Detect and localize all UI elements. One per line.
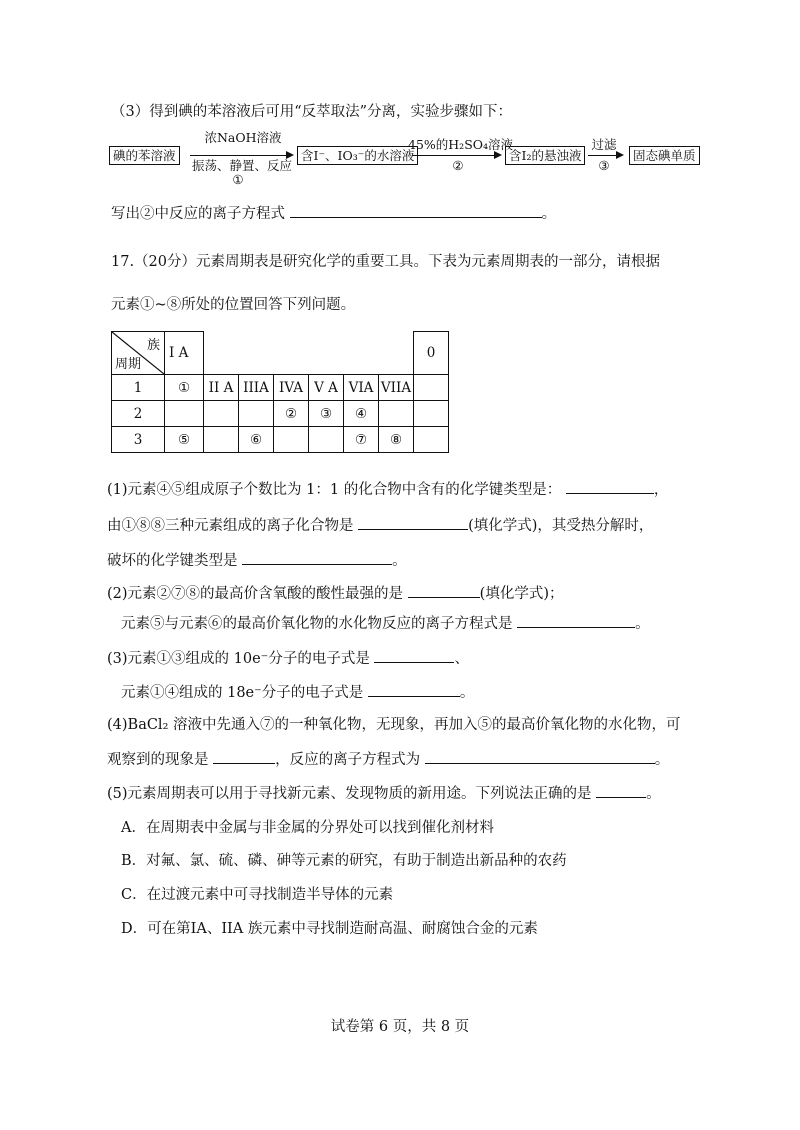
flow-arrow3-top-label: 过滤 — [591, 137, 617, 152]
table-cell: ④ — [344, 401, 379, 427]
q17-part1-line-a: (1)元素④⑤组成原子个数比为 1：1 的化合物中含有的化学键类型是： ， — [107, 479, 668, 500]
flow-arrow1-top-label: 浓NaOH溶液 — [204, 130, 282, 145]
q17-part1-line-b: 由①⑧⑧三种元素组成的离子化合物是 (填化学式)，其受热分解时， — [107, 515, 653, 536]
table-cell — [204, 427, 239, 453]
flow-step-1-number: ① — [232, 172, 244, 187]
flow-arrow1-bottom-label: 振荡、静置、反应 — [191, 158, 292, 173]
table-cell: 0 — [414, 332, 449, 375]
answer-blank[interactable] — [213, 749, 275, 764]
table-cell: VIA — [344, 375, 379, 401]
table-cell: VIIA — [379, 375, 414, 401]
table-cell: ⑥ — [239, 427, 274, 453]
table-cell — [239, 401, 274, 427]
answer-blank[interactable] — [242, 550, 392, 565]
q17-part4-line-a: (4)BaCl₂ 溶液中先通入⑦的一种氧化物，无现象，再加入⑤的最高价氧化物的水化物，可 — [107, 717, 681, 733]
answer-blank[interactable] — [358, 515, 468, 530]
table-cell: ⑤ — [165, 427, 204, 453]
table-cell: IIIA — [239, 375, 274, 401]
flow-box-solid-iodine: 固态碘单质 — [629, 146, 700, 165]
table-gap — [204, 332, 414, 375]
table-cell — [379, 401, 414, 427]
q17-option-b[interactable]: B．对氟、氯、硫、磷、砷等元素的研究，有助于制造出新品种的农药 — [121, 853, 567, 869]
periodic-table — [111, 331, 449, 453]
table-cell: ② — [274, 401, 309, 427]
table-cell — [274, 427, 309, 453]
flow-step-2-number: ② — [452, 158, 464, 173]
q17-part4-line-b: 观察到的现象是 ，反应的离子方程式为 。 — [107, 749, 669, 770]
q17-part1-line-c: 破坏的化学键类型是 。 — [107, 550, 407, 571]
flow-box-suspension: 含I₂的悬浊液 — [505, 146, 585, 165]
table-row — [112, 375, 449, 401]
table-cell — [414, 375, 449, 401]
answer-blank[interactable] — [408, 583, 480, 598]
flow-box-aqueous-solution: 含I⁻、IO₃⁻的水溶液 — [297, 146, 418, 165]
answer-blank[interactable] — [596, 783, 646, 798]
flow-arrow-2 — [412, 155, 500, 156]
table-cell — [309, 427, 344, 453]
table-cell: II A — [204, 375, 239, 401]
q17-stem-line-1: 17.（20分）元素周期表是研究化学的重要工具。下表为元素周期表的一部分，请根据 — [111, 254, 661, 270]
answer-blank[interactable] — [374, 648, 454, 663]
table-cell: ⑦ — [344, 427, 379, 453]
answer-blank[interactable] — [517, 613, 635, 628]
flow-arrow2-top-label: 45%的H₂SO₄溶液 — [408, 137, 514, 152]
answer-blank[interactable] — [368, 682, 460, 697]
table-row — [112, 332, 449, 375]
table-cell: V A — [309, 375, 344, 401]
q17-part3-line-a: (3)元素①③组成的 10e⁻分子的电子式是 、 — [107, 648, 469, 669]
flow-box-iodine-benzene: 碘的苯溶液 — [109, 146, 180, 165]
table-cell: IVA — [274, 375, 309, 401]
table-cell: ① — [165, 375, 204, 401]
q17-option-d[interactable]: D．可在第IA、IIA 族元素中寻找制造耐高温、耐腐蚀合金的元素 — [121, 921, 538, 937]
table-cell: ③ — [309, 401, 344, 427]
table-cell — [414, 401, 449, 427]
corner-period-label: 周期 — [115, 357, 142, 372]
table-cell: I A — [165, 332, 204, 375]
q17-option-c[interactable]: C．在过渡元素中可寻找制造半导体的元素 — [121, 887, 394, 903]
q16-3-question: 写出②中反应的离子方程式 。 — [111, 203, 556, 224]
table-cell: 1 — [112, 375, 165, 401]
table-cell — [414, 427, 449, 453]
table-cell — [204, 401, 239, 427]
q17-stem-line-2: 元素①~⑧所处的位置回答下列问题。 — [111, 297, 356, 313]
answer-blank[interactable] — [290, 203, 542, 218]
q17-part5-stem: (5)元素周期表可以用于寻找新元素、发现物质的新用途。下列说法正确的是 。 — [107, 783, 661, 804]
answer-blank[interactable] — [566, 479, 654, 494]
table-cell — [165, 401, 204, 427]
page-footer: 试卷第 6 页，共 8 页 — [330, 1019, 470, 1035]
table-cell: ⑧ — [379, 427, 414, 453]
answer-blank[interactable] — [425, 749, 655, 764]
q17-part2-line-a: (2)元素②⑦⑧的最高价含氧酸的酸性最强的是 (填化学式)； — [107, 583, 563, 604]
table-row — [112, 401, 449, 427]
table-corner-cell — [112, 332, 165, 375]
table-row — [112, 427, 449, 453]
q17-part2-line-b: 元素⑤与元素⑥的最高价氧化物的水化物反应的离子方程式是 。 — [121, 613, 650, 634]
table-cell: 3 — [112, 427, 165, 453]
flow-arrow-3 — [588, 155, 622, 156]
table-cell: 2 — [112, 401, 165, 427]
q17-option-a[interactable]: A．在周期表中金属与非金属的分界处可以找到催化剂材料 — [121, 820, 494, 836]
flow-step-3-number: ③ — [598, 158, 610, 173]
q17-part3-line-b: 元素①④组成的 18e⁻分子的电子式是 。 — [121, 682, 474, 703]
corner-group-label: 族 — [146, 338, 160, 353]
q16-3-intro: （3）得到碘的苯溶液后可用“反萃取法”分离，实验步骤如下： — [111, 104, 513, 120]
